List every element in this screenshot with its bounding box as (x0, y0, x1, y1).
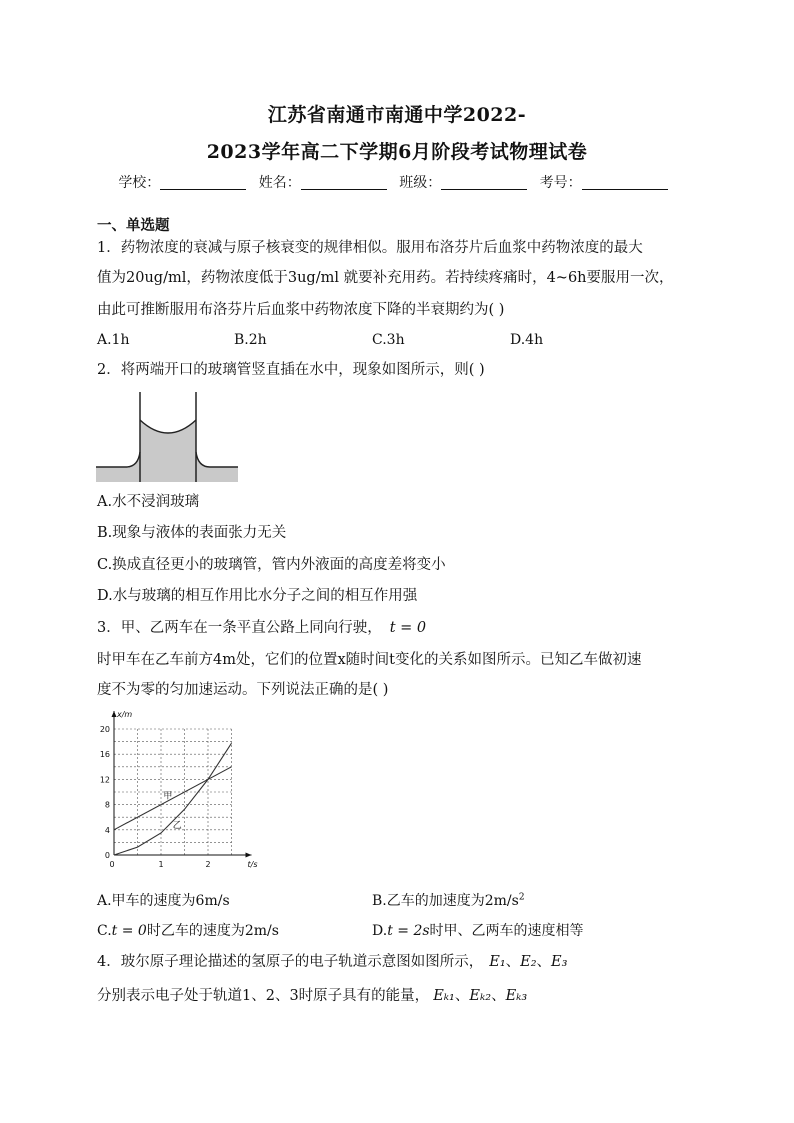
y-tick-label: 20 (99, 725, 110, 734)
x-axis-label: t/s (247, 860, 258, 869)
y-tick-label: 0 (104, 851, 110, 860)
y-axis-label: x/m (117, 710, 133, 719)
q3-option-c[interactable]: C.t = 0时乙车的速度为2m/s (97, 923, 279, 939)
series-jia-label: 甲 (163, 791, 173, 802)
q2-option-a[interactable]: A.水不浸润玻璃 (97, 494, 200, 510)
q3-line-1-text: 3．甲、乙两车在一条平直公路上同向行驶， (97, 620, 382, 636)
y-tick-label: 12 (99, 775, 110, 785)
q4-line-2-text: 分别表示电子处于轨道1、2、3时原子具有的能量， (97, 988, 430, 1004)
class-label: 班级： (399, 175, 442, 191)
chart-series (114, 743, 232, 855)
q3-line-1 (97, 618, 426, 638)
q2-option-d[interactable]: D.水与玻璃的相互作用比水分子之间的相互作用强 (97, 588, 418, 604)
y-axis-arrow (112, 711, 117, 717)
x-tick-label: 2 (205, 860, 211, 869)
q2-stem: 2．将两端开口的玻璃管竖直插在水中，现象如图所示，则( ) (97, 362, 485, 378)
y-tick-label: 16 (99, 750, 110, 760)
school-blank[interactable] (160, 175, 246, 190)
x-tick-label: 1 (158, 860, 164, 869)
q4-line-1-text: 4．玻尔原子理论描述的氢原子的电子轨道示意图如图所示， (97, 954, 484, 970)
q1-line-2: 值为20ug/ml，药物浓度低于3ug/ml 就要补充用药。若持续疼痛时，4~6h要服用一次， (97, 270, 674, 286)
q3-option-c-text: 时乙车的速度为2m/s (146, 923, 279, 939)
x-axis-arrow (246, 853, 252, 858)
chart-labels (100, 710, 258, 869)
chart-grid (114, 729, 232, 855)
chart-axes (112, 711, 252, 858)
class-blank[interactable] (441, 175, 527, 190)
q4-e2: E₂ (520, 954, 537, 970)
q3-line-2: 时甲车在乙车前方4m处，它们的位置x随时间t变化的关系如图所示。已知乙车做初速 (97, 652, 642, 668)
q4-ek3: Eₖ₃ (505, 988, 528, 1004)
q4-line-1: 4．玻尔原子理论描述的氢原子的电子轨道示意图如图所示， E₁、E₂、E₃ (97, 954, 568, 970)
q2-option-c[interactable]: C.换成直径更小的玻璃管，管内外液面的高度差将变小 (97, 557, 446, 573)
exam-no-blank[interactable] (582, 175, 668, 190)
q4-ek2: Eₖ₂ (469, 988, 492, 1004)
q3-option-c-math: t = 0 (111, 923, 147, 939)
school-label: 学校： (118, 175, 161, 191)
q2-option-b[interactable]: B.现象与液体的表面张力无关 (97, 525, 287, 541)
series-yi-label: 乙 (172, 820, 182, 831)
q3-option-d-math: t = 2s (387, 923, 430, 939)
q1-option-c[interactable]: C.3h (372, 332, 405, 348)
x-tick-label: 0 (109, 860, 115, 869)
q3-option-d[interactable]: D.t = 2s时甲、乙两车的速度相等 (372, 923, 584, 939)
q4-line-2: 分别表示电子处于轨道1、2、3时原子具有的能量， Eₖ₁、Eₖ₂、Eₖ₃ (97, 988, 528, 1004)
q3-option-d-text: 时甲、乙两车的速度相等 (429, 923, 584, 939)
q3-option-b-text: B.乙车的加速度为2m/s (372, 893, 519, 909)
section-heading: 一、单选题 (97, 217, 170, 234)
capillary-tube-figure (96, 390, 238, 482)
q3-option-b[interactable] (372, 890, 525, 910)
q3-line-1-math: t = 0 (389, 620, 427, 636)
title-line-1: 江苏省南通市南通中学2022- (267, 104, 527, 126)
exam-no-label: 考号： (539, 175, 582, 191)
title-line-2: 2023学年高二下学期6月阶段考试物理试卷 (206, 141, 588, 163)
q3-option-a[interactable]: A.甲车的速度为6m/s (97, 893, 230, 909)
name-blank[interactable] (301, 175, 387, 190)
q4-e3: E₃ (551, 954, 568, 970)
q1-option-a[interactable]: A.1h (97, 332, 130, 348)
q4-e1: E₁ (489, 954, 506, 970)
name-label: 姓名： (258, 175, 301, 191)
q1-line-3: 由此可推断服用布洛芬片后血浆中药物浓度下降的半衰期约为( ) (97, 302, 505, 318)
q4-ek1: Eₖ₁ (433, 988, 455, 1004)
position-time-chart (96, 708, 256, 876)
y-tick-label: 4 (104, 825, 110, 835)
q3-line-3: 度不为零的匀加速运动。下列说法正确的是( ) (97, 682, 389, 698)
q1-option-d[interactable]: D.4h (510, 332, 544, 348)
q1-option-b[interactable]: B.2h (234, 332, 267, 348)
q3-option-b-sup: 2 (518, 892, 525, 903)
series-yi-curve (114, 743, 232, 855)
y-tick-label: 8 (104, 800, 110, 810)
q1-line-1: 1．药物浓度的衰减与原子核衰变的规律相似。服用布洛芬片后血浆中药物浓度的最大 (97, 240, 643, 256)
student-info (0, 172, 794, 192)
